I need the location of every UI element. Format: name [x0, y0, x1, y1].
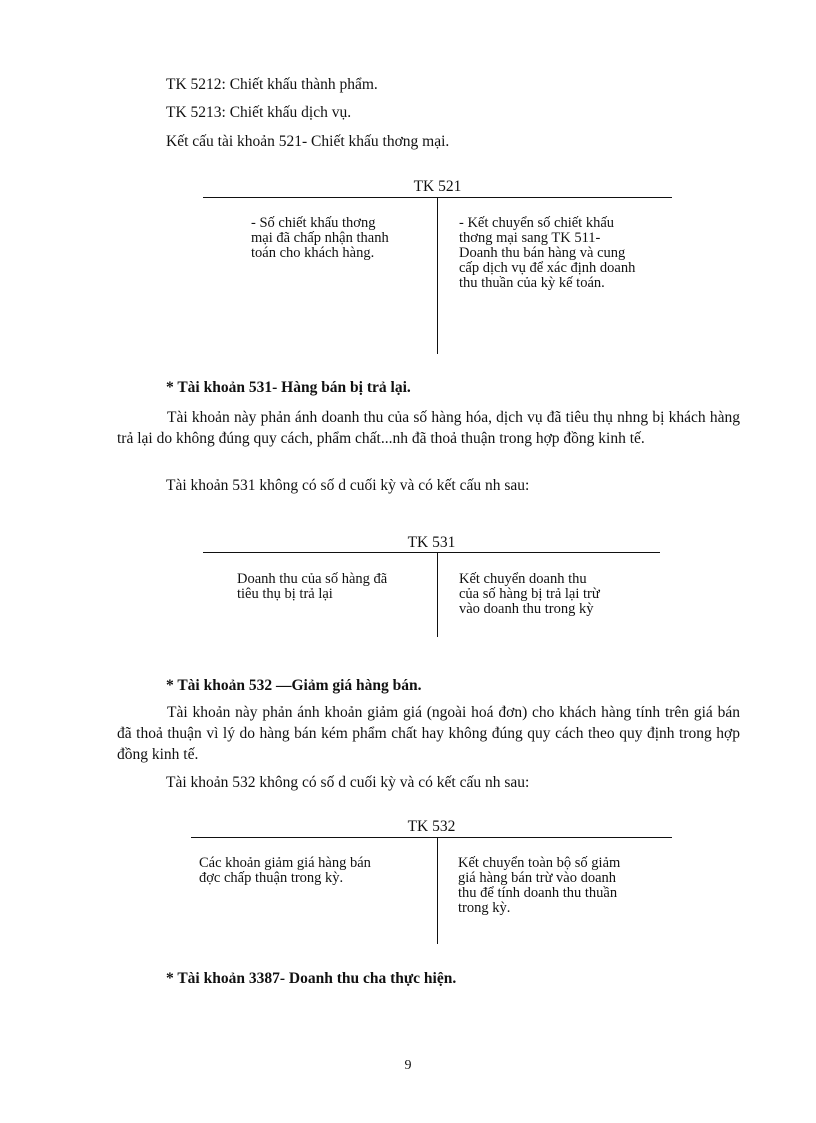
t-account-531-hline — [203, 552, 660, 553]
intro-line-2: TK 5213: Chiết khấu dịch vụ. — [166, 104, 352, 121]
t-account-521-vline — [437, 197, 438, 354]
note-532: Tài khoản 532 không có số d cuối kỳ và có kết cấu nh sau: — [166, 774, 530, 791]
note-531: Tài khoản 531 không có số d cuối kỳ và có kết cấu nh sau: — [166, 477, 530, 494]
page-number: 9 — [404, 1058, 412, 1073]
heading-532: * Tài khoản 532 —Giảm giá hàng bán. — [166, 677, 422, 694]
t-account-531-title: TK 531 — [407, 534, 456, 551]
heading-3387: * Tài khoản 3387- Doanh thu cha thực hiện. — [166, 970, 457, 987]
heading-531: * Tài khoản 531- Hàng bán bị trả lại. — [166, 379, 411, 396]
t-account-532 — [191, 818, 672, 946]
t-account-532-credit: Kết chuyển toàn bộ số giảm giá hàng bán trừ vào doanh thu để tính doanh thu thuần trong kỳ. — [458, 855, 621, 916]
t-account-521-title: TK 521 — [413, 178, 462, 195]
t-account-531-vline — [437, 552, 438, 637]
t-account-532-hline — [191, 837, 672, 838]
t-account-521 — [203, 178, 672, 356]
paragraph-531 — [117, 407, 740, 449]
t-account-532-vline — [437, 837, 438, 944]
paragraph-531-text: Tài khoản này phản ánh doanh thu của số hàng hóa, dịch vụ đã tiêu thụ nhng bị khách hàng trả lại do không đúng quy cách, phẩm chất...nh đã thoả thuận trong hợp đồng kinh tế. — [117, 409, 740, 447]
t-account-521-credit: - Kết chuyển số chiết khấu thơng mại sang TK 511- Doanh thu bán hàng và cung cấp dịch vụ để xác định doanh thu thuần của kỳ kế toán. — [459, 215, 636, 291]
t-account-532-debit: Các khoản giảm giá hàng bán đợc chấp thuận trong kỳ. — [199, 855, 371, 886]
intro-line-3: Kết cấu tài khoản 521- Chiết khấu thơng mại. — [166, 133, 450, 150]
intro-line-1: TK 5212: Chiết khấu thành phẩm. — [166, 76, 378, 93]
t-account-521-debit: - Số chiết khấu thơng mại đã chấp nhận thanh toán cho khách hàng. — [251, 215, 389, 261]
t-account-531 — [203, 534, 660, 638]
t-account-532-title: TK 532 — [407, 818, 456, 835]
t-account-531-credit: Kết chuyển doanh thu của số hàng bị trả lại trừ vào doanh thu trong kỳ — [459, 571, 600, 617]
t-account-531-debit: Doanh thu của số hàng đã tiêu thụ bị trả lại — [237, 571, 388, 602]
paragraph-532 — [117, 702, 740, 765]
paragraph-532-text: Tài khoản này phản ánh khoản giảm giá (ngoài hoá đơn) cho khách hàng tính trên giá bán đã thoả thuận vì lý do hàng bán kém phẩm chất hay không đúng quy cách theo quy định trong hợp đồng kinh tế. — [117, 704, 740, 763]
